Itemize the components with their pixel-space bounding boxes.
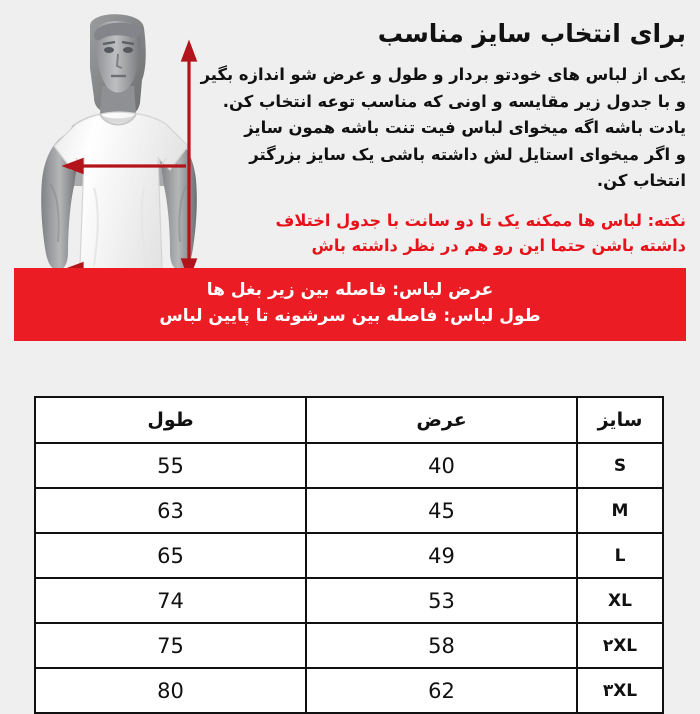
instructions-line-3: یادت باشه اگه میخوای لباس فیت تنت باشه همون سایز [244,118,686,138]
cell-size: S [577,443,663,488]
instructions-line-4: و اگر میخوای استایل لش داشته باشی یک سایز بزرگتر [249,144,686,164]
length-definition: طول لباس: فاصله بین سرشونه تا پایین لباس [159,306,541,327]
cell-length: 55 [35,443,306,488]
table-row [35,578,663,623]
definitions-banner [14,268,686,341]
cell-size: L [577,533,663,578]
size-table-wrapper [36,396,664,714]
page-title: برای انتخاب سایز مناسب [377,19,686,48]
cell-size: XL [577,578,663,623]
cell-length: 80 [35,668,306,713]
table-row [35,533,663,578]
cell-size: M [577,488,663,533]
width-definition: عرض لباس: فاصله بین زیر بغل ها [206,280,494,300]
cell-width: 49 [306,533,577,578]
table-row [35,668,663,713]
cell-length: 74 [35,578,306,623]
cell-width: 45 [306,488,577,533]
cell-size: ۲XL [577,623,663,668]
tolerance-note [224,208,686,258]
table-row [35,443,663,488]
instructions-line-2: و با جدول زیر مقایسه و اونی که مناسب توعه انتخاب کن. [222,91,686,111]
cell-length: 75 [35,623,306,668]
tolerance-note-line-2: داشته باشن حتما این رو هم در نظر داشته باش [311,236,686,256]
cell-width: 62 [306,668,577,713]
table-row [35,623,663,668]
instructions-paragraph [200,62,686,195]
cell-width: 40 [306,443,577,488]
cell-width: 58 [306,623,577,668]
size-table [34,396,664,714]
header-size: سایز [577,397,663,443]
tolerance-note-line-1: نکته: لباس ها ممکنه یک تا دو سانت با جدول اختلاف [275,211,686,230]
header-length: طول [35,397,306,443]
header-width: عرض [306,397,577,443]
cell-length: 65 [35,533,306,578]
cell-length: 63 [35,488,306,533]
cell-width: 53 [306,578,577,623]
table-row [35,488,663,533]
instructions-line-1: یکی از لباس های خودتو بردار و طول و عرض شو اندازه بگیر [200,65,686,84]
instructions-line-5: انتخاب کن. [596,171,686,191]
table-header-row [35,397,663,443]
cell-size: ۳XL [577,668,663,713]
